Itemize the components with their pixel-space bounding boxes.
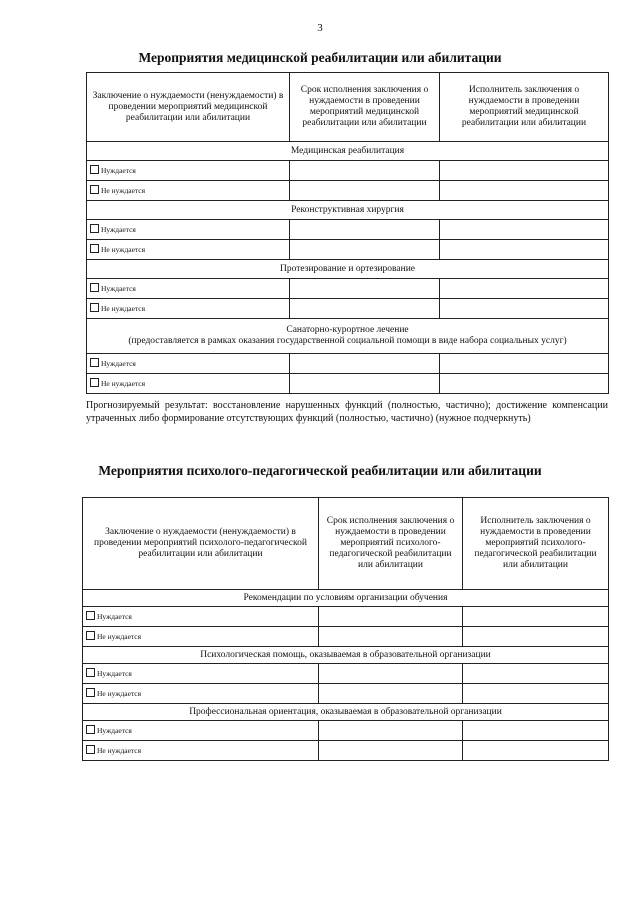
executor-cell[interactable] [440,279,609,299]
executor-cell[interactable] [440,299,609,319]
page-number: 3 [317,22,323,34]
deadline-cell[interactable] [290,299,440,319]
deadline-cell[interactable] [319,741,463,761]
section-heading: Протезирование и ортезирование [87,260,609,279]
section2-title: Мероприятия психолого-педагогической реабилитации или абилитации [98,463,542,478]
option-cell [87,181,290,201]
deadline-cell[interactable] [290,220,440,240]
checkbox[interactable] [90,378,99,387]
section-heading: Медицинская реабилитация [87,142,609,161]
section1-title: Мероприятия медицинской реабилитации или абилитации [138,50,502,65]
option-cell [83,684,319,704]
psych-ped-rehab-table [82,497,609,761]
deadline-cell[interactable] [290,374,440,394]
option-cell [87,354,290,374]
executor-cell[interactable] [440,220,609,240]
checkbox-label: Нуждается [101,225,136,234]
checkbox-label: Нуждается [97,612,132,621]
checkbox[interactable] [86,611,95,620]
executor-cell[interactable] [440,161,609,181]
header-conclusion: Заключение о нуждаемости (ненуждаемости) в проведении мероприятий медицинской реабилитации или абилитации [87,73,290,142]
executor-cell[interactable] [440,374,609,394]
deadline-cell[interactable] [290,354,440,374]
checkbox[interactable] [86,688,95,697]
checkbox-label: Нуждается [101,359,136,368]
option-cell [83,607,319,627]
checkbox-label: Не нуждается [97,746,142,755]
checkbox[interactable] [90,283,99,292]
header-executor: Исполнитель заключения о нуждаемости в проведении мероприятий психолого-педагогической реабилитации или абилитации [463,498,609,590]
deadline-cell[interactable] [319,664,463,684]
executor-cell[interactable] [463,627,609,647]
deadline-cell[interactable] [319,684,463,704]
checkbox[interactable] [86,745,95,754]
deadline-cell[interactable] [290,181,440,201]
section-heading: Реконструктивная хирургия [87,201,609,220]
deadline-cell[interactable] [290,240,440,260]
executor-cell[interactable] [463,741,609,761]
checkbox-label: Не нуждается [101,245,146,254]
checkbox[interactable] [90,165,99,174]
executor-cell[interactable] [463,684,609,704]
checkbox-label: Не нуждается [97,689,142,698]
checkbox[interactable] [90,185,99,194]
header-executor: Исполнитель заключения о нуждаемости в проведении мероприятий медицинской реабилитации или абилитации [440,73,609,142]
executor-cell[interactable] [440,181,609,201]
option-cell [83,664,319,684]
deadline-cell[interactable] [319,721,463,741]
section-heading: Санаторно-курортное лечение (предоставляется в рамках оказания государственной социальной помощи в виде набора социальных услуг) [87,319,609,354]
option-cell [87,299,290,319]
deadline-cell[interactable] [319,627,463,647]
header-deadline: Срок исполнения заключения о нуждаемости в проведении мероприятий медицинской реабилитации или абилитации [290,73,440,142]
section-heading: Психологическая помощь, оказываемая в образовательной организации [83,647,609,664]
checkbox-label: Не нуждается [101,304,146,313]
option-cell [87,279,290,299]
checkbox-label: Нуждается [101,284,136,293]
executor-cell[interactable] [440,240,609,260]
deadline-cell[interactable] [290,279,440,299]
option-cell [87,374,290,394]
executor-cell[interactable] [463,607,609,627]
checkbox-label: Нуждается [97,726,132,735]
checkbox[interactable] [86,668,95,677]
section-heading: Профессиональная ориентация, оказываемая в образовательной организации [83,704,609,721]
checkbox[interactable] [90,358,99,367]
header-deadline: Срок исполнения заключения о нуждаемости в проведении мероприятий психолого-педагогической реабилитации или абилитации [319,498,463,590]
option-cell [87,161,290,181]
checkbox[interactable] [86,725,95,734]
checkbox-label: Не нуждается [101,186,146,195]
checkbox-label: Не нуждается [101,379,146,388]
checkbox[interactable] [86,631,95,640]
option-cell [83,741,319,761]
option-cell [87,220,290,240]
header-conclusion: Заключение о нуждаемости (ненуждаемости) в проведении мероприятий психолого-педагогической реабилитации или абилитации [83,498,319,590]
checkbox[interactable] [90,303,99,312]
checkbox[interactable] [90,244,99,253]
option-cell [83,721,319,741]
checkbox[interactable] [90,224,99,233]
executor-cell[interactable] [463,664,609,684]
executor-cell[interactable] [463,721,609,741]
option-cell [83,627,319,647]
prognosis-text: Прогнозируемый результат: восстановление нарушенных функций (полностью, частично); достижение компенсации утраченных либо формирование отсутствующих функций (полностью, частично) (нужное подчеркнуть) [86,400,608,424]
checkbox-label: Не нуждается [97,632,142,641]
deadline-cell[interactable] [290,161,440,181]
option-cell [87,240,290,260]
executor-cell[interactable] [440,354,609,374]
checkbox-label: Нуждается [101,166,136,175]
checkbox-label: Нуждается [97,669,132,678]
medical-rehab-table [86,72,609,394]
section-heading: Рекомендации по условиям организации обучения [83,590,609,607]
deadline-cell[interactable] [319,607,463,627]
